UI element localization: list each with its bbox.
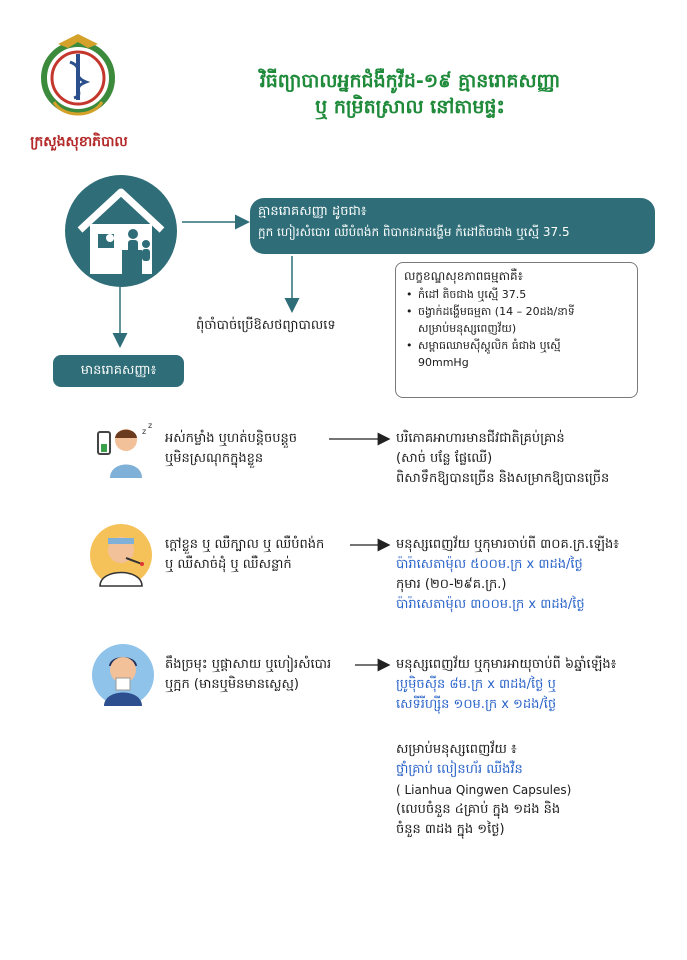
fever-person-icon [88, 522, 154, 588]
sneezing-person-icon [90, 642, 156, 708]
normal-vitals-heading: លក្ខខណ្ឌសុខភាពធម្មតាគឺ៖ [404, 269, 523, 283]
page-title [150, 68, 670, 120]
row1-treatment: បរិភោគអាហារមានជីវជាតិគ្រប់គ្រាន់ (សាច់ បន្លែ ផ្លែឈើ) ពិសាទឹកឱ្យបានច្រើន និងសម្រាកឱ្យបានច្រើន [396, 431, 610, 486]
adults-drug: ថ្នាំគ្រាប់ លៀនហ័រ ឈីងវឺន [396, 762, 523, 777]
svg-text:z: z [148, 421, 153, 430]
normal-vitals-list [404, 286, 629, 371]
row3-symptom: តឹងច្រមុះ ឬផ្ដាសាយ ឬហៀរសំបោរ ឬក្អក (មានឬមិនមានស្លេស្ម) [165, 657, 332, 692]
svg-text:z: z [142, 427, 147, 436]
title-line-2: ឬ កម្រិតស្រាល នៅតាមផ្ទះ [315, 96, 505, 118]
vital-item-blood-pressure: • សម្ពាធឈាមស៊ីស្តូលិក ធំជាង ឬស្មើ 90mmHg [418, 337, 629, 371]
adults-dose-1: (លេបចំនួន ៤គ្រាប់ ក្នុង ១ដង និង [396, 802, 561, 817]
house-family-icon [62, 172, 180, 290]
has-symptoms-box [53, 355, 184, 387]
row2-treatment: មនុស្សពេញវ័យ ឬកុមារចាប់ពី ៣០គ.ក្រ.ឡើង៖ ប៉ារ៉ាសេតាម៉ុល ៥០០ម.ក្រ x ៣ដង/ថ្ងៃ កុមារ (២០-២៩គ.ក្រ.) ប៉ារ៉ាសេតាម៉ុល ៣០០ម.ក្រ x ៣ដង/ថ្ងៃ [396, 537, 619, 612]
row1-symptom: អស់កម្លាំង ឬហត់បន្តិចបន្តួច ឬមិនស្រណុកក្នុងខ្លួន [165, 431, 298, 466]
adults-dose-2: ចំនួន ៣ដង ក្នុង ១ថ្ងៃ) [396, 822, 505, 837]
ministry-name: ក្រសួងសុខាភិបាល [30, 134, 128, 150]
no-symptoms-list: ក្អក ហៀរសំបោរ ឈឺបំពង់ក ពិបាកដកដង្ហើម កំដៅតិចជាង ឬស្មើ 37.5 [258, 225, 570, 239]
row2-symptom: ក្ដៅខ្លួន ឬ ឈឺក្បាល ឬ ឈឺបំពង់ក ឬ ឈឺសាច់ដុំ ឬ ឈឺសន្លាក់ [165, 537, 325, 572]
adults-drug-en: ( Lianhua Qingwen Capsules) [396, 783, 572, 797]
no-medicine-note: ពុំចាំបាច់ប្រើឱសថព្យាបាលទេ [196, 318, 336, 333]
caduceus-emblem-icon [28, 30, 128, 130]
adults-treatment [396, 740, 681, 840]
has-symptoms-label: មានរោគសញ្ញា៖ [80, 363, 157, 378]
vital-item-temperature: • កំដៅ តិចជាង ឬស្មើ 37.5 [418, 286, 629, 303]
no-symptoms-heading: គ្មានរោគសញ្ញា ដូចជា៖ [258, 204, 367, 219]
title-line-1: វិធីព្យាបាលអ្នកជំងឺកូវីដ-១៩ គ្មានរោគសញ្ញា [259, 70, 561, 92]
ministry-logo [28, 30, 128, 130]
vital-item-breathing: • ចង្វាក់ដង្ហើមធម្មតា (14 – 20ដង/នាទី សម្រាប់មនុស្សពេញវ័យ) [418, 303, 629, 337]
adults-heading: សម្រាប់មនុស្សពេញវ័យ ៖ [396, 742, 517, 757]
normal-vitals-box [395, 262, 638, 398]
tired-person-icon [92, 418, 156, 482]
no-symptoms-box [250, 198, 655, 254]
row3-treatment: មនុស្សពេញវ័យ ឬកុមារអាយុចាប់ពី ៦ឆ្នាំឡើង៖ ប្រូម៉ិចស៊ីន ៨ម.ក្រ x ៣ដង/ថ្ងៃ ឬ សេទីរីហ្ស៊ីន ១០ម.ក្រ x ១ដង/ថ្ងៃ [396, 657, 617, 712]
